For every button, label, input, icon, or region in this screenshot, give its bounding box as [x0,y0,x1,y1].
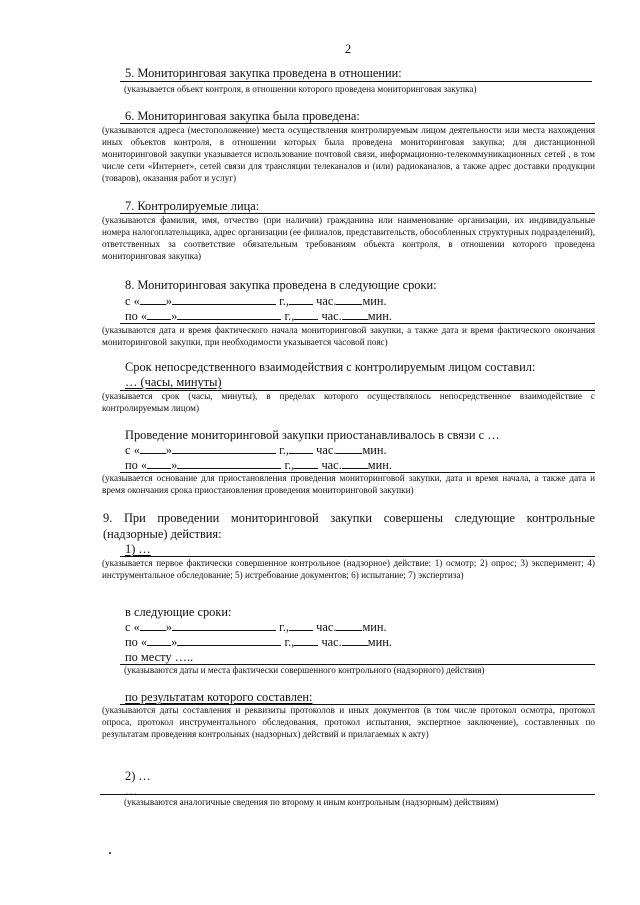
action-1-note: (указывается первое фактически совершенное контрольное (надзорное) действие: 1) осмотр; 2) опрос; 3) эксперимент; 4) инструментальное обследование; 5) истребование документов; 6) испытание; 7) экспертиза) [102,558,595,580]
action-2-note: (указываются аналогичные сведения по второму и иным контрольным (надзорным) действиям) [124,797,499,807]
terms-label: в следующие сроки: [125,605,232,619]
section-8-heading: 8. Мониторинговая закупка проведена в следующие сроки: [125,278,437,292]
result-label: по результатам которого составлен: [125,690,313,704]
date-row-from: с « » г., час. мин. [125,443,387,457]
result-note: (указываются даты составления и реквизиты протоколов и иных документов (в том числе протокол осмотра, протокол опроса, протокол инструментального обследования, протокол испытания, экспертное заключение), составленных по результатам проведения контрольных (надзорных) действий и прилагаемых к акту) [102,705,595,739]
section-6-note: (указываются адреса (местоположение) места осуществления контролируемым лицом деятельности или места нахождения иных объектов контроля, в отношении которых была проведена мониторинговая закупка; для дистанционной мониторинговой закупки указывается использование почтовой связи, информационно-телекоммуникационных сетей , в том числе сети «Интернет», сетей связи для трансляции телеканалов и (или) радиоканалов, а также адрес доставки продукции (товаров), оказания работ и услуг) [102,125,595,183]
section-5-heading: 5. Мониторинговая закупка проведена в отношении: [125,66,402,80]
date-row-to: по « » г., час. мин. [125,309,392,323]
section-8-note: (указываются дата и время фактического начала мониторинговой закупки, а также дата и время фактического окончания мониторинговой закупки, при необходимости указывается часовой пояс) [102,325,595,347]
section-6-heading: 6. Мониторинговая закупка была проведена: [125,109,360,123]
date-row-to: по « » г., час. мин. [125,458,392,472]
section-7-heading: 7. Контролируемые лица: [125,199,260,213]
contact-value: … (часы, минуты) [125,375,222,389]
section-5-note: (указывается объект контроля, в отношении которого проведена мониторинговая закупка) [124,84,477,94]
place: по месту ….. [125,650,194,664]
section-9-heading: 9. При проведении мониторинговой закупки совершены следующие контрольные (надзорные) действия: [103,511,595,541]
action-1: 1) … [125,542,151,556]
contact-heading: Срок непосредственного взаимодействия с контролируемым лицом составил: [125,360,536,374]
page-number: 2 [345,42,352,56]
suspend-note: (указывается основание для приостановления проведения мониторинговой закупки, дата и время начала, а также дата и время окончания срока приостановления проведения мониторинговой закупки) [102,473,595,495]
date-row-from: с « » г., час. мин. [125,620,387,634]
fill-line [120,81,592,82]
place-note: (указываются даты и места фактически совершенного контрольного (надзорного) действия) [124,665,485,675]
suspend-heading: Проведение мониторинговой закупки приостанавливалось в связи с … [125,428,500,442]
section-7-note: (указываются фамилия, имя, отчество (при наличии) гражданина или наименование организации, их индивидуальные номера налогоплательщика, адрес организации (ее филиалов, представительств, обособленных структурных подразделений), ответственных за соответствие обязательным требованиям объекта контроля, в отношении которого проведена мониторинговая закупка) [102,215,595,261]
date-row-to: по « » г., час. мин. [125,635,392,649]
action-2-dots: … [125,784,138,798]
fill-line [100,794,595,795]
contact-note: (указывается срок (часы, минуты), в пределах которого осуществлялось непосредственное взаимодействие с контролируемым лицом) [102,391,595,413]
action-2: 2) … [125,769,151,783]
date-row-from: с « » г., час. мин. [125,294,387,308]
stray-mark [109,852,111,854]
